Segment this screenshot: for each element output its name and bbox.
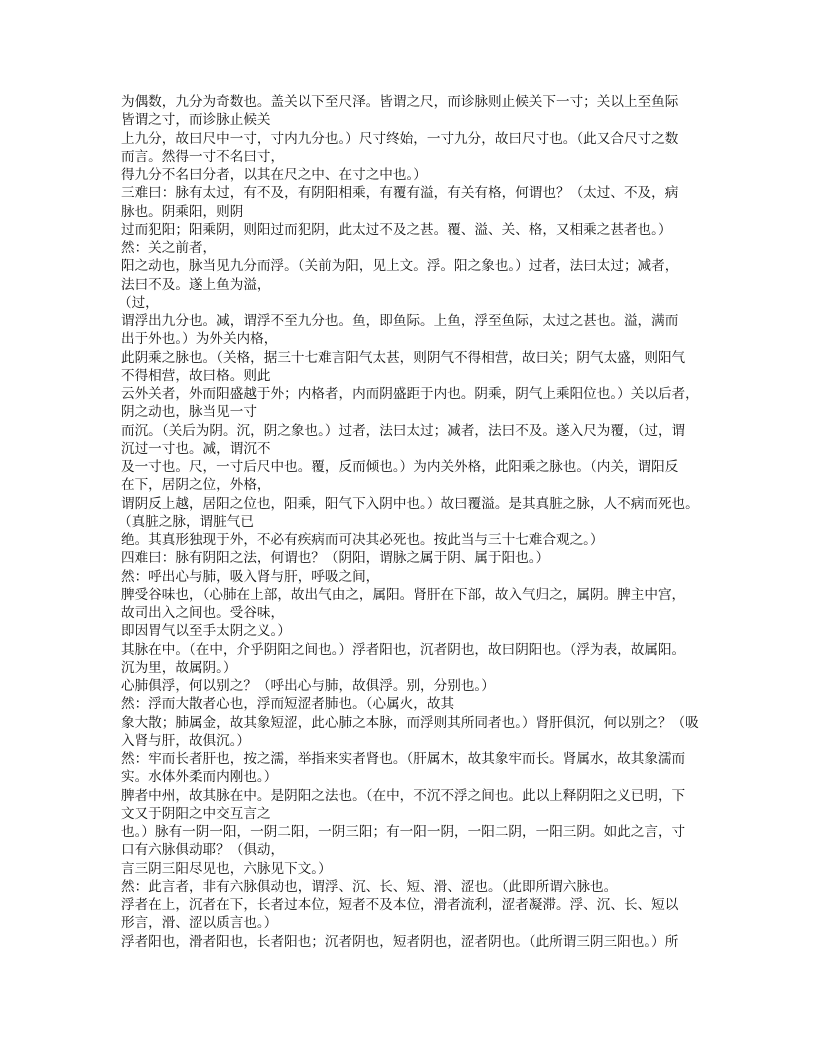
text-line: 沉为里，故属阴。） <box>121 659 237 676</box>
text-line: 然：牢而长者肝也，按之濡，举指来实者肾也。（肝属木，故其象牢而长。肾属水，故其象濡而 <box>121 751 686 767</box>
text-line: 出于外也。）为外关内格， <box>121 331 278 348</box>
text-line: 谓浮出九分也。减，谓浮不至九分也。鱼，即鱼际。上鱼，浮至鱼际，太过之甚也。溢，满而 <box>121 313 679 329</box>
text-line: 而沉。（关后为阴。沉，阴之象也。）过者，法曰太过；减者，法曰不及。遂入尺为覆，（过，谓 <box>121 422 686 439</box>
text-line: 也。）脉有一阴一阳，一阴二阳，一阴三阳；有一阳一阴，一阳二阴，一阳三阴。如此之言，寸 <box>121 824 686 840</box>
text-line: 绝。其真形独现于外，不必有疾病而可决其必死也。按此当与三十七难合观之。） <box>121 532 604 548</box>
text-line: 然：关之前者， <box>121 240 217 256</box>
text-line: 此阴乘之脉也。（关格，据三十七难言阳气太甚，则阴气不得相营，故曰关；阴气太盛，则阳气 <box>121 349 686 366</box>
text-line: 在下，居阴之位，外格， <box>121 477 271 494</box>
document-page <box>118 93 701 951</box>
text-line: 阴之动也，脉当见一寸 <box>121 404 257 421</box>
text-line: 过而犯阳；阳乘阴，则阳过而犯阴，此太过不及之甚。覆、溢、关、格，又相乘之甚者也。） <box>121 221 672 238</box>
text-line: 形言，滑、涩以质言也。） <box>121 915 278 932</box>
text-line: 得九分不名曰分者，以其在尺之中、在寸之中也。） <box>121 167 427 183</box>
text-line: 云外关者，外而阳盛越于外；内格者，内而阴盛距于内也。阴乘，阴气上乘阳位也。）关以后者， <box>121 386 699 402</box>
text-line: 其脉在中。（在中，介乎阴阳之间也。）浮者阳也，沉者阴也，故曰阴阳也。（浮为表，故属阳。 <box>121 641 686 658</box>
text-line: 言三阴三阳尽见也，六脉见下文。） <box>121 860 332 877</box>
text-line: 入肾与肝，故俱沉。） <box>121 732 251 749</box>
text-line: 三难曰：脉有太过，有不及，有阴阳相乘，有覆有溢，有关有格，何谓也？（太过、不及，病 <box>121 185 679 202</box>
text-line: 不得相营，故曰格。则此 <box>121 367 271 384</box>
text-line: 文又于阴阳之中交互言之 <box>121 805 271 822</box>
text-line: 脾受谷味也，（心肺在上部，故出气由之，属阳。肾肝在下部，故入气归之，属阴。脾主中宫， <box>121 586 686 603</box>
text-line: 谓阴反上越，居阳之位也，阳乘，阳气下入阴中也。）故曰覆溢。是其真脏之脉，人不病而死也。 <box>121 495 699 512</box>
text-line: 沉过一寸也。减，谓沉不 <box>121 440 271 457</box>
text-line: 皆谓之寸，而诊脉止候关 <box>121 112 271 129</box>
text-line: 实。水体外柔而内刚也。） <box>121 769 278 786</box>
text-line: 四难曰：脉有阴阳之法，何谓也？（阴阳，谓脉之属于阴、属于阳也。） <box>121 550 550 567</box>
text-line: 阳之动也，脉当见九分而浮。（关前为阳，见上文。浮。阳之象也。）过者，法曰太过；减者， <box>121 258 679 275</box>
text-line: 浮者在上，沉者在下，长者过本位，短者不及本位，滑者流利，涩者凝滞。浮、沉、长、短以 <box>121 897 679 913</box>
text-line: （过， <box>118 294 159 311</box>
text-line: 脉也。阴乘阳，则阴 <box>121 203 244 220</box>
text-line: 然：呼出心与肺，吸入肾与肝，呼吸之间， <box>121 568 380 585</box>
text-line: 即因胃气以至手太阴之义。） <box>121 623 291 640</box>
text-line: 然：浮而大散者心也，浮而短涩者肺也。（心属火，故其 <box>121 696 455 713</box>
text-line: 然：此言者，非有六脉俱动也，谓浮、沉、长、短、滑、涩也。（此即所谓六脉也。 <box>121 878 618 895</box>
text-line: 为偶数，九分为奇数也。盖关以下至尺泽。皆谓之尺，而诊脉则止候关下一寸；关以上至鱼际 <box>121 94 679 110</box>
text-line: 法曰不及。遂上鱼为溢， <box>121 276 271 293</box>
text-line: 及一寸也。尺，一寸后尺中也。覆，反而倾也。）为内关外格，此阳乘之脉也。（内关，谓阳反 <box>121 459 679 475</box>
text-line: 上九分，故曰尺中一寸，寸内九分也。）尺寸终始，一寸九分，故曰尺寸也。（此又合尺寸之数 <box>121 130 679 147</box>
text-line: 象大散；肺属金，故其象短涩，此心肺之本脉，而浮则其所同者也。）肾肝俱沉，何以别之？（吸 <box>121 714 699 731</box>
text-line: 而言。然得一寸不名曰寸， <box>121 148 285 165</box>
text-line: 故司出入之间也。受谷味， <box>121 605 285 621</box>
text-line: 心肺俱浮，何以别之？（呼出心与肺，故俱浮。别，分别也。） <box>121 678 495 694</box>
text-line: 脾者中州，故其脉在中。是阴阳之法也。（在中，不沉不浮之间也。此以上释阴阳之义已明，下 <box>121 787 686 804</box>
text-line: 口有六脉俱动耶？（俱动， <box>121 842 285 859</box>
text-line: （真脏之脉，谓脏气已 <box>118 513 254 530</box>
text-line: 浮者阳也，滑者阳也，长者阳也；沉者阴也，短者阴也，涩者阴也。（此所谓三阴三阳也。）所 <box>121 933 679 950</box>
